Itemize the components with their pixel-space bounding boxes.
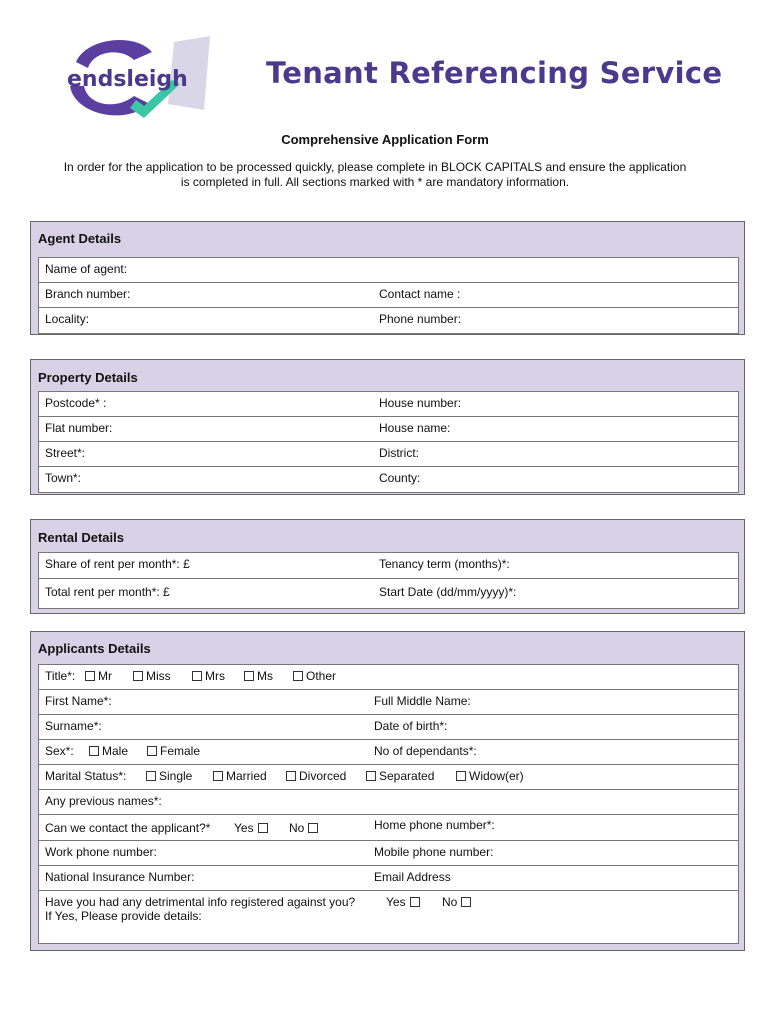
applicants-details-section: [30, 631, 745, 951]
home-phone-field[interactable]: Home phone number*:: [374, 818, 495, 832]
section-header: Applicants Details: [38, 641, 151, 656]
form-row: [39, 579, 738, 608]
title-option-ms[interactable]: Ms: [242, 669, 273, 683]
previous-names-field[interactable]: Any previous names*:: [45, 794, 162, 808]
title-option-mrs[interactable]: Mrs: [190, 669, 225, 683]
form-row: [39, 392, 738, 417]
email-address-field[interactable]: Email Address: [374, 870, 451, 884]
house-name-field[interactable]: House name:: [379, 421, 451, 435]
form-row: [39, 283, 738, 308]
town-field[interactable]: Town*:: [45, 471, 82, 485]
checkbox-icon: [85, 671, 95, 681]
marital-option-married[interactable]: Married: [211, 769, 267, 783]
title-option-miss[interactable]: Miss: [131, 669, 171, 683]
checkbox-icon: [461, 897, 471, 907]
title-option-mr[interactable]: Mr: [83, 669, 112, 683]
street-field[interactable]: Street*:: [45, 446, 86, 460]
contact-name-field[interactable]: Contact name :: [379, 287, 461, 301]
marital-option-widower[interactable]: Widow(er): [454, 769, 524, 783]
ni-number-field[interactable]: National Insurance Number:: [45, 870, 195, 884]
title-label: Title*:: [45, 669, 76, 683]
agent-details-section: [30, 221, 745, 335]
rental-details-table: [38, 552, 739, 609]
form-row: [39, 442, 738, 467]
full-middle-name-field[interactable]: Full Middle Name:: [374, 694, 471, 708]
form-row: [39, 891, 738, 943]
detrimental-yes-option[interactable]: Yes: [386, 895, 420, 909]
checkbox-icon: [147, 746, 157, 756]
no-of-dependants-field[interactable]: No of dependants*:: [374, 744, 477, 758]
sex-label: Sex*:: [45, 744, 74, 758]
flat-number-field[interactable]: Flat number:: [45, 421, 113, 435]
detrimental-question-label: Have you had any detrimental info registered against you?: [45, 895, 356, 909]
form-row: [39, 690, 738, 715]
form-row: [39, 815, 738, 841]
total-rent-field[interactable]: Total rent per month*: £: [45, 585, 170, 599]
property-details-table: [38, 391, 739, 493]
checkbox-icon: [293, 671, 303, 681]
first-name-field[interactable]: First Name*:: [45, 694, 112, 708]
contact-yes-option[interactable]: Yes: [234, 821, 268, 835]
marital-option-divorced[interactable]: Divorced: [284, 769, 346, 783]
checkbox-icon: [133, 671, 143, 681]
intro-text: In order for the application to be processed quickly, please complete in BLOCK CAPITALS and ensure the application is completed in full. All sections marked with * are mandatory information.: [63, 160, 687, 189]
form-row: [39, 467, 738, 492]
checkbox-icon: [456, 771, 466, 781]
house-number-field[interactable]: House number:: [379, 396, 462, 410]
title-option-other[interactable]: Other: [291, 669, 336, 683]
marital-option-single[interactable]: Single: [144, 769, 192, 783]
tenancy-term-field[interactable]: Tenancy term (months)*:: [379, 557, 510, 571]
agent-details-table: [38, 257, 739, 334]
checkbox-icon: [286, 771, 296, 781]
brand-title: Tenant Referencing Service: [266, 56, 723, 90]
rental-details-section: [30, 519, 745, 614]
checkbox-icon: [192, 671, 202, 681]
mobile-phone-field[interactable]: Mobile phone number:: [374, 845, 494, 859]
district-field[interactable]: District:: [379, 446, 419, 460]
checkbox-icon: [146, 771, 156, 781]
checkbox-icon: [89, 746, 99, 756]
applicants-details-table: [38, 664, 739, 944]
form-row: [39, 715, 738, 740]
endsleigh-logo: [64, 34, 214, 122]
surname-field[interactable]: Surname*:: [45, 719, 102, 733]
phone-number-field[interactable]: Phone number:: [379, 312, 462, 326]
branch-number-field[interactable]: Branch number:: [45, 287, 131, 301]
form-title: Comprehensive Application Form: [281, 132, 489, 147]
form-row: [39, 740, 738, 765]
form-row: [39, 665, 738, 690]
postcode-field[interactable]: Postcode* :: [45, 396, 107, 410]
checkbox-icon: [410, 897, 420, 907]
checkbox-icon: [213, 771, 223, 781]
form-row: [39, 790, 738, 815]
checkbox-icon: [258, 823, 268, 833]
form-row: [39, 553, 738, 579]
share-of-rent-field[interactable]: Share of rent per month*: £: [45, 557, 190, 571]
county-field[interactable]: County:: [379, 471, 421, 485]
logo-text: endsleigh: [67, 67, 188, 92]
marital-option-separated[interactable]: Separated: [364, 769, 434, 783]
section-header: Property Details: [38, 370, 138, 385]
checkbox-icon: [308, 823, 318, 833]
contact-no-option[interactable]: No: [289, 821, 318, 835]
checkbox-icon: [366, 771, 376, 781]
form-row: [39, 308, 738, 333]
form-row: [39, 765, 738, 790]
work-phone-field[interactable]: Work phone number:: [45, 845, 157, 859]
property-details-section: [30, 359, 745, 495]
date-of-birth-field[interactable]: Date of birth*:: [374, 719, 448, 733]
form-row: [39, 866, 738, 891]
form-row: [39, 258, 738, 283]
checkbox-icon: [244, 671, 254, 681]
marital-status-label: Marital Status*:: [45, 769, 127, 783]
sex-option-female[interactable]: Female: [145, 744, 200, 758]
form-row: [39, 841, 738, 866]
detrimental-details-field[interactable]: If Yes, Please provide details:: [45, 909, 202, 923]
name-of-agent-field[interactable]: Name of agent:: [45, 262, 128, 276]
contact-question-label: Can we contact the applicant?*: [45, 821, 211, 835]
start-date-field[interactable]: Start Date (dd/mm/yyyy)*:: [379, 585, 517, 599]
form-row: [39, 417, 738, 442]
sex-option-male[interactable]: Male: [87, 744, 128, 758]
section-header: Rental Details: [38, 530, 124, 545]
locality-field[interactable]: Locality:: [45, 312, 90, 326]
detrimental-no-option[interactable]: No: [442, 895, 471, 909]
section-header: Agent Details: [38, 231, 122, 246]
